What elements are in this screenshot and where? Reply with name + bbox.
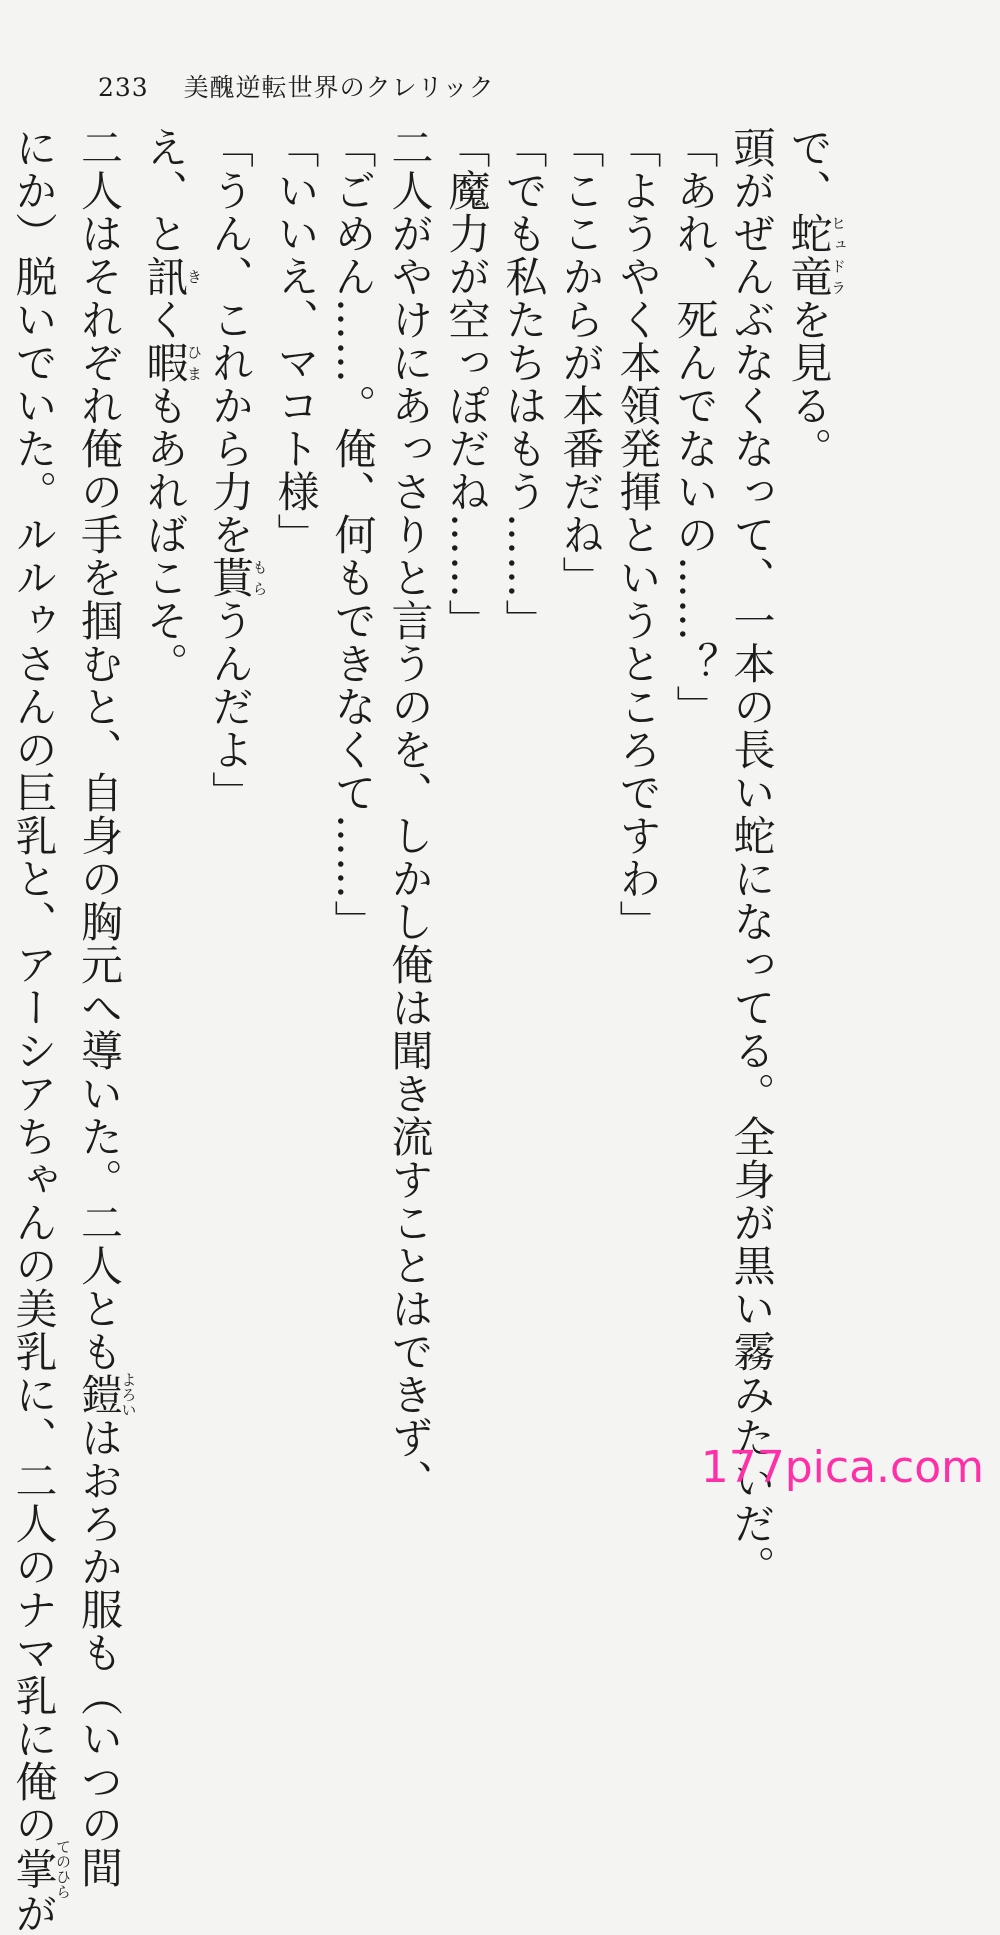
ruby-word [140, 341, 203, 384]
ruby-word [75, 1372, 138, 1417]
text-segment: を見る。 [784, 298, 834, 470]
ruby-reading: てのひら [54, 1839, 72, 1899]
text-segment: 「うん、これから力を [206, 126, 255, 556]
ruby-reading: ヒュドラ [829, 212, 847, 298]
ruby-reading: もら [250, 556, 269, 599]
text-line [610, 126, 667, 1426]
book-title: 美醜逆転世界のクレリック [183, 73, 495, 102]
text-segment [0, 126, 2, 298]
ruby-base: 蛇竜 [784, 212, 834, 298]
text-segment: 頭がぜんぶなくなって、一本の長い蛇になってる。全身が黒い霧みたいだ。 [727, 126, 777, 1588]
ruby-reading: よろい [119, 1372, 138, 1417]
text-line [724, 126, 781, 1588]
ruby-word [140, 255, 203, 298]
text-line [268, 126, 325, 1426]
running-header [98, 68, 495, 104]
text-segment: うんだよ」 [206, 599, 255, 814]
text-segment: 「あれ、死んでないの……？」 [670, 126, 720, 728]
text-segment: 「ようやく本領発揮というところですわ」 [613, 126, 663, 943]
watermark: 177pica.com [700, 1442, 984, 1493]
ruby-base: 掌 [9, 1839, 59, 1899]
ruby-reading: き [185, 255, 203, 298]
page-number: 233 [98, 73, 149, 102]
ruby-base: 訊 [140, 255, 190, 298]
text-line [496, 126, 553, 1426]
text-segment: 「ごめん……。俺、何もできなくて……」 [328, 126, 378, 943]
text-segment: にか）脱いでいた。ルルゥさんの巨乳と、アーシアちゃんの美乳に、二人のナマ乳に俺の [9, 126, 59, 1846]
text-line [439, 126, 496, 1426]
ruby-base: 鎧 [75, 1372, 124, 1417]
text-segment: 「いいえ、マコト様」 [271, 126, 321, 556]
text-line [382, 126, 439, 1502]
text-segment: 二人はそれぞれ俺の手を掴むと、自身の胸元へ導いた。二人とも [75, 126, 124, 1373]
text-segment: え、と [140, 126, 190, 255]
text-line [137, 126, 203, 1426]
text-line [553, 126, 610, 1426]
text-segment: はおろか服も（いつの間 [75, 1416, 124, 1889]
text-line [667, 126, 724, 1426]
ruby-reading: ひま [185, 341, 203, 384]
text-segment: 「魔力が空っぽだね……」 [442, 126, 492, 642]
text-segment: で、 [784, 126, 834, 212]
ruby-word [9, 1839, 72, 1899]
text-segment: 二人がやけにあっさりと言うのを、しかし俺は聞き流すことはできず、 [385, 126, 435, 1502]
text-line [0, 126, 6, 1426]
ruby-base: 暇 [140, 341, 190, 384]
text-line [202, 126, 268, 1426]
ruby-word [206, 556, 269, 599]
text-segment: が [9, 1892, 59, 1935]
text-line [71, 126, 138, 1889]
text-segment: く [140, 298, 190, 341]
ruby-word [784, 212, 847, 298]
text-line [6, 126, 72, 1935]
text-segment: もあればこそ。 [140, 384, 190, 685]
text-segment: 「でも私たちはもう……」 [499, 126, 549, 642]
ruby-base: 貰 [206, 556, 255, 599]
text-segment: 「ここからが本番だね」 [556, 126, 606, 599]
text-line [781, 126, 847, 1426]
text-line [325, 126, 382, 1426]
